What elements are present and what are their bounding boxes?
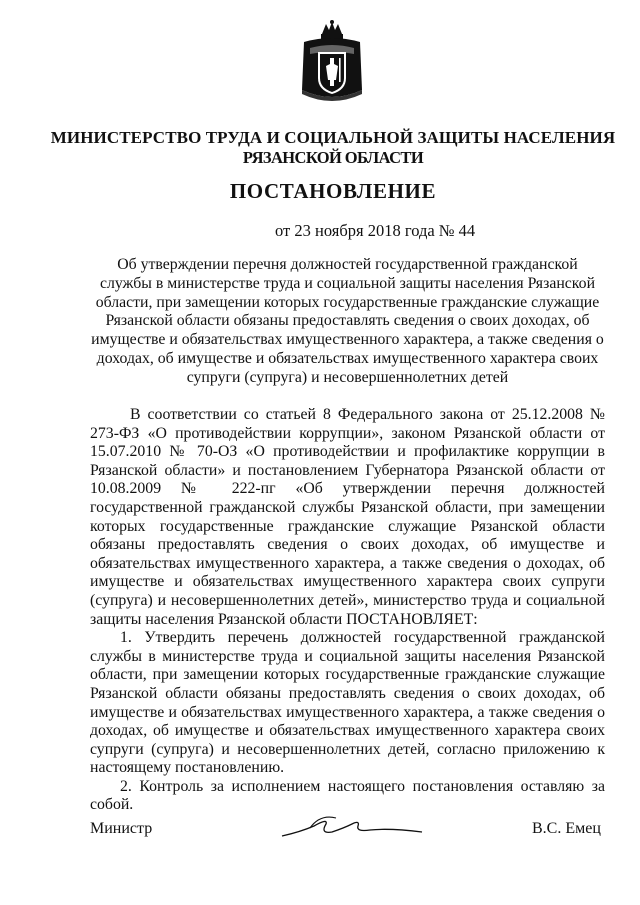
handwritten-signature	[280, 810, 425, 844]
document-body	[90, 406, 605, 815]
organization-name	[40, 128, 626, 168]
coat-of-arms-icon	[296, 20, 368, 106]
org-name-line1: МИНИСТЕРСТВО ТРУДА И СОЦИАЛЬНОЙ ЗАЩИТЫ НАСЕЛЕНИЯ	[50, 128, 616, 147]
document-date-number: от 23 ноября 2018 года № 44	[275, 221, 476, 240]
signatory-title: Министр	[90, 820, 153, 837]
org-name-line2: РЯЗАНСКОЙ ОБЛАСТИ	[242, 148, 424, 167]
resolution-item-1: 1. Утвердить перечень должностей государственной гражданской службы в министерстве труда и социальной защиты населения Рязанской области, при замещении которых государственные гражданские служащие Рязанской области обязаны предоставлять сведения о своих доходах, об имуществе и обязательствах имущественного характера, а также сведения о доходах, об имуществе и обязательствах имущественного характера своих супруги (супруга) и несовершеннолетних детей, согласно приложению к настоящему постановлению.	[90, 629, 605, 777]
document-type-title: ПОСТАНОВЛЕНИЕ	[229, 179, 437, 203]
signatory-name: В.С. Емец	[532, 820, 601, 837]
document-subject: Об утверждении перечня должностей государственной гражданской службы в министерстве труда и социальной защиты населения Рязанской области, при замещении которых государственные гражданские служащие Рязанской области обязаны предоставлять сведения о своих доходах, об имуществе и обязательствах имущественного характера, а также сведения о доходах, об имуществе и обязательствах имущественного характера своих супруги (супруга) и несовершеннолетних детей	[91, 256, 604, 386]
preamble-paragraph: В соответствии со статьей 8 Федерального закона от 25.12.2008 № 273-ФЗ «О противодействии коррупции», законом Рязанской области от 15.07.2010 № 70-ОЗ «О противодействии и профилактике коррупции в Рязанской области» и постановлением Губернатора Рязанской области от 10.08.2009 № 222-пг «Об утверждении перечня должностей государственной гражданской службы Рязанской области, при замещении которых государственные гражданские служащие Рязанской области обязаны предоставлять сведения о своих доходах, об имуществе и обязательствах имущественного характера, а также сведения о доходах, об имуществе и обязательствах имущественного характера своих супруги (супруга) и несовершеннолетних детей», министерство труда и социальной защиты населения Рязанской области ПОСТАНОВЛЯЕТ:	[90, 406, 605, 628]
resolution-item-2: 2. Контроль за исполнением настоящего постановления оставляю за собой.	[90, 777, 605, 814]
